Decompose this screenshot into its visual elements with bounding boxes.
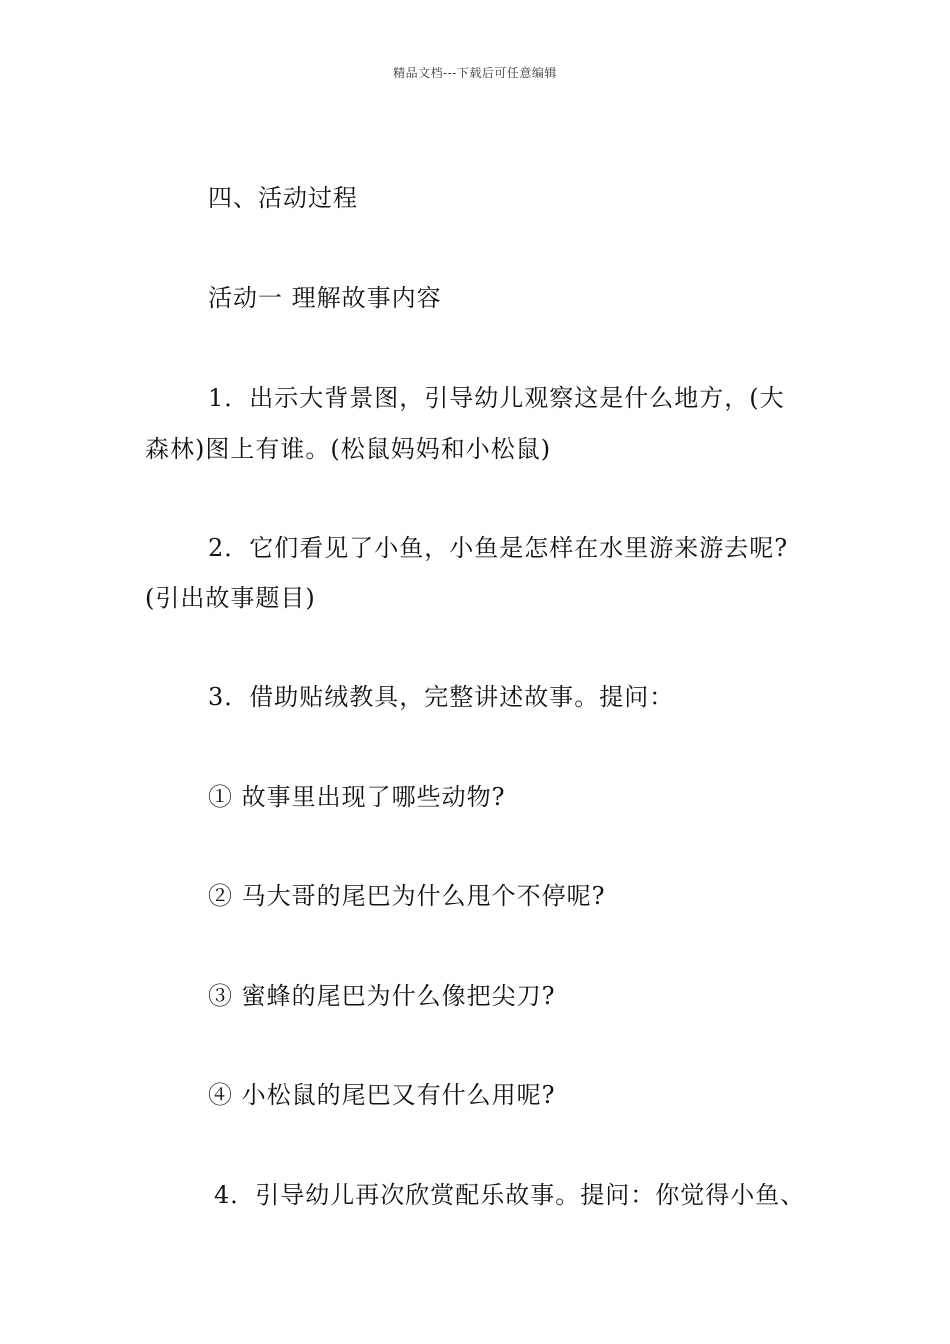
activity-title: 活动一 理解故事内容 <box>208 284 442 312</box>
question-1: ① 故事里出现了哪些动物? <box>208 783 506 811</box>
item-4-line-1: 4．引导幼儿再次欣赏配乐故事。提问：你觉得小鱼、 <box>214 1181 806 1209</box>
page-header: 精品文档---下载后可任意编辑 <box>393 66 557 80</box>
question-3: ③ 蜜蜂的尾巴为什么像把尖刀? <box>208 982 556 1010</box>
question-4: ④ 小松鼠的尾巴又有什么用呢? <box>208 1081 556 1109</box>
item-1-line-2: 森林)图上有谁。(松鼠妈妈和小松鼠) <box>145 435 552 463</box>
item-2-line-2: (引出故事题目) <box>145 584 316 612</box>
question-2: ② 马大哥的尾巴为什么甩个不停呢? <box>208 882 606 910</box>
item-1-line-1: 1．出示大背景图，引导幼儿观察这是什么地方，(大 <box>208 384 785 412</box>
section-title: 四、活动过程 <box>208 184 358 212</box>
item-2-line-1: 2．它们看见了小鱼，小鱼是怎样在水里游来游去呢? <box>208 534 789 562</box>
item-3: 3．借助贴绒教具，完整讲述故事。提问： <box>208 683 675 711</box>
